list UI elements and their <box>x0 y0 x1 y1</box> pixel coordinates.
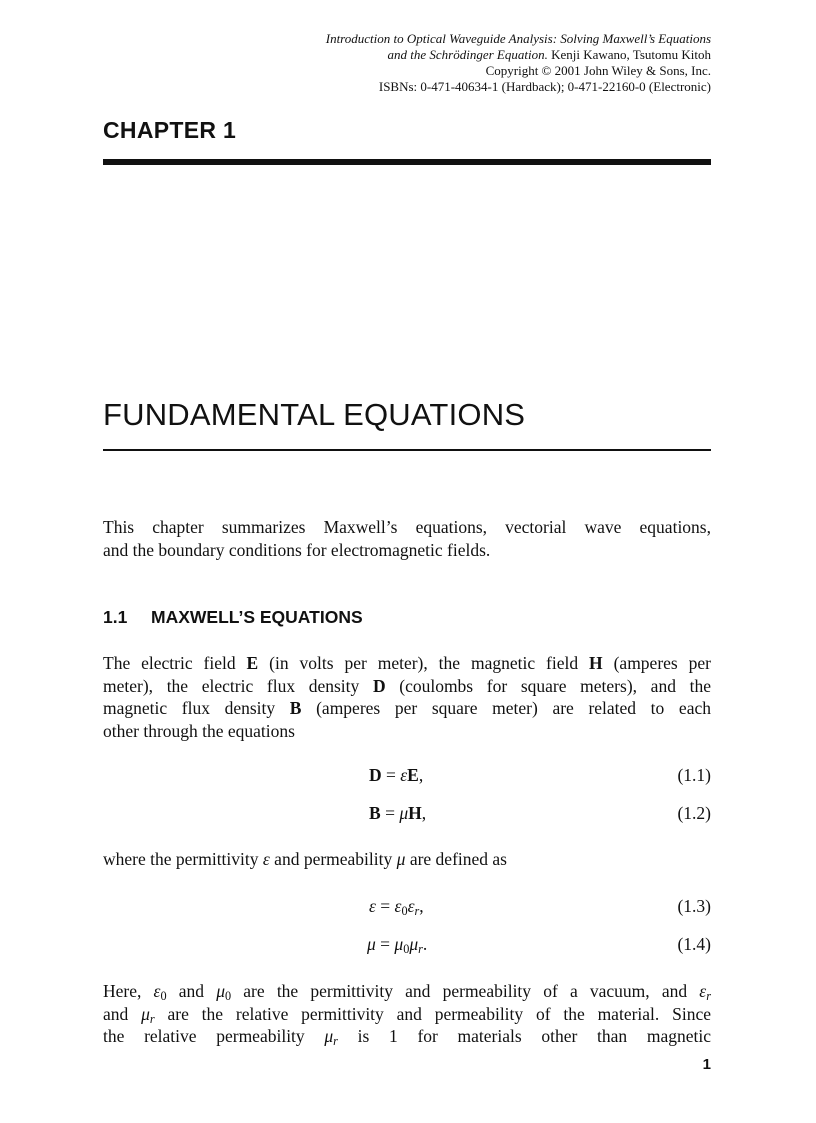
symbol-B: B <box>289 698 302 718</box>
symbol-epsilon: ε <box>699 981 707 1001</box>
eq-symbol: μ <box>409 934 419 954</box>
eq-subscript: r <box>418 942 423 956</box>
text-run: and <box>103 1003 142 1024</box>
subscript: r <box>706 989 711 1003</box>
section-number: 1.1 <box>103 607 128 627</box>
symbol-D: D <box>372 675 386 696</box>
paragraph-fields-line-1 <box>103 652 711 675</box>
eq-subscript: 0 <box>401 904 408 918</box>
eq-symbol: ε <box>400 765 408 785</box>
chapter-title: FUNDAMENTAL EQUATIONS <box>103 397 526 432</box>
symbol-mu: μ <box>216 981 225 1001</box>
eq-lhs: ε <box>369 896 376 916</box>
equation-number: (1.4) <box>677 934 711 954</box>
intro-line-2: and the boundary conditions for electromagnetic fields. <box>103 539 491 560</box>
eq-subscript: r <box>414 904 420 918</box>
text-run: (amperes per <box>602 653 711 673</box>
paragraph-relative <box>103 980 711 1048</box>
paragraph-fields-line-2 <box>103 675 711 698</box>
intro-line-1: This chapter summarizes Maxwell’s equations, vectorial wave equations, <box>103 517 711 537</box>
eq-punct: , <box>418 765 424 785</box>
symbol-mu: μ <box>396 849 406 869</box>
section-heading <box>103 607 363 628</box>
page-number: 1 <box>702 1056 711 1073</box>
paragraph-relative-line-3 <box>103 1025 711 1048</box>
eq-punct: . <box>422 934 428 954</box>
equation-1-2 <box>103 801 711 825</box>
text-run: are defined as <box>405 849 507 869</box>
text-run: meter), the electric flux density <box>103 675 373 696</box>
equation-body <box>369 894 424 918</box>
text-run: the relative permeability <box>103 1026 325 1046</box>
paragraph-relative-line-1 <box>103 980 711 1003</box>
text-run: (amperes per square meter) are related to each <box>301 698 711 718</box>
text-run: is 1 for materials other than magnetic <box>337 1026 711 1046</box>
eq-lhs: μ <box>367 934 376 954</box>
equation-number: (1.1) <box>677 765 711 785</box>
eq-operator: = <box>380 803 400 823</box>
text-run: (coulombs for square meters), and the <box>385 675 711 696</box>
eq-symbol: ε <box>394 896 402 916</box>
copyright-header <box>326 31 711 95</box>
text-run: where the permittivity <box>103 849 263 869</box>
equation-number: (1.2) <box>677 803 711 823</box>
paragraph-definitions-line-1 <box>103 848 711 871</box>
text-run: are the relative permittivity and permeability of the material. Since <box>154 1003 711 1024</box>
symbol-epsilon: ε <box>153 981 161 1001</box>
eq-symbol: ε <box>407 896 415 916</box>
text-run: The electric field <box>103 653 247 673</box>
eq-operator: = <box>375 896 395 916</box>
equation-1-4 <box>103 932 711 956</box>
eq-vector: E <box>407 765 419 785</box>
book-authors: Kenji Kawano, Tsutomu Kitoh <box>547 47 711 62</box>
equation-1-3 <box>103 894 711 918</box>
title-rule <box>103 449 711 451</box>
equation-body <box>369 801 426 825</box>
eq-symbol: μ <box>394 934 404 954</box>
symbol-E: E <box>246 653 259 673</box>
paragraph-fields-line-3 <box>103 697 711 720</box>
eq-punct: , <box>421 803 427 823</box>
eq-operator: = <box>381 765 401 785</box>
section-title: MAXWELL’S EQUATIONS <box>151 607 363 627</box>
eq-lhs: D <box>369 765 382 785</box>
chapter-label: CHAPTER 1 <box>103 117 237 143</box>
eq-symbol: μ <box>399 803 409 823</box>
text-run: (in volts per meter), the magnetic field <box>258 653 590 673</box>
intro-paragraph <box>103 516 711 561</box>
eq-punct: , <box>419 896 424 916</box>
text-run: and permeability <box>269 849 397 869</box>
paragraph-definitions <box>103 848 711 871</box>
eq-subscript: 0 <box>403 942 410 956</box>
chapter-rule <box>103 159 711 165</box>
text-run: magnetic flux density <box>103 698 290 718</box>
subscript: 0 <box>224 989 232 1003</box>
text-run: are the permittivity and permeability of a vacuum, and <box>231 981 700 1001</box>
subscript: r <box>149 1011 155 1026</box>
copyright-line: Copyright © 2001 John Wiley & Sons, Inc. <box>485 63 711 78</box>
symbol-mu: μ <box>324 1026 334 1046</box>
paragraph-fields <box>103 652 711 742</box>
text-run: and <box>166 981 217 1001</box>
subscript: r <box>333 1034 338 1048</box>
symbol-epsilon: ε <box>262 849 270 869</box>
equation-1-1 <box>103 763 711 787</box>
symbol-mu: μ <box>141 1003 150 1024</box>
symbol-H: H <box>589 653 603 673</box>
text-run: Here, <box>103 981 154 1001</box>
equation-number: (1.3) <box>677 896 711 916</box>
book-subtitle: and the Schrödinger Equation. <box>387 47 548 62</box>
book-subtitle-authors-line <box>326 47 711 63</box>
book-page <box>103 0 711 1123</box>
equation-body <box>367 932 427 956</box>
eq-operator: = <box>375 934 395 954</box>
equation-body <box>369 763 423 787</box>
book-title-line: Introduction to Optical Waveguide Analysis: Solving Maxwell’s Equations <box>325 31 711 46</box>
paragraph-relative-line-2 <box>103 1003 711 1026</box>
eq-lhs: B <box>369 803 381 823</box>
eq-vector: H <box>408 803 422 823</box>
paragraph-fields-line-4: other through the equations <box>103 720 295 741</box>
subscript: 0 <box>160 989 167 1003</box>
isbn-line: ISBNs: 0-471-40634-1 (Hardback); 0-471-22160-0 (Electronic) <box>378 79 711 94</box>
